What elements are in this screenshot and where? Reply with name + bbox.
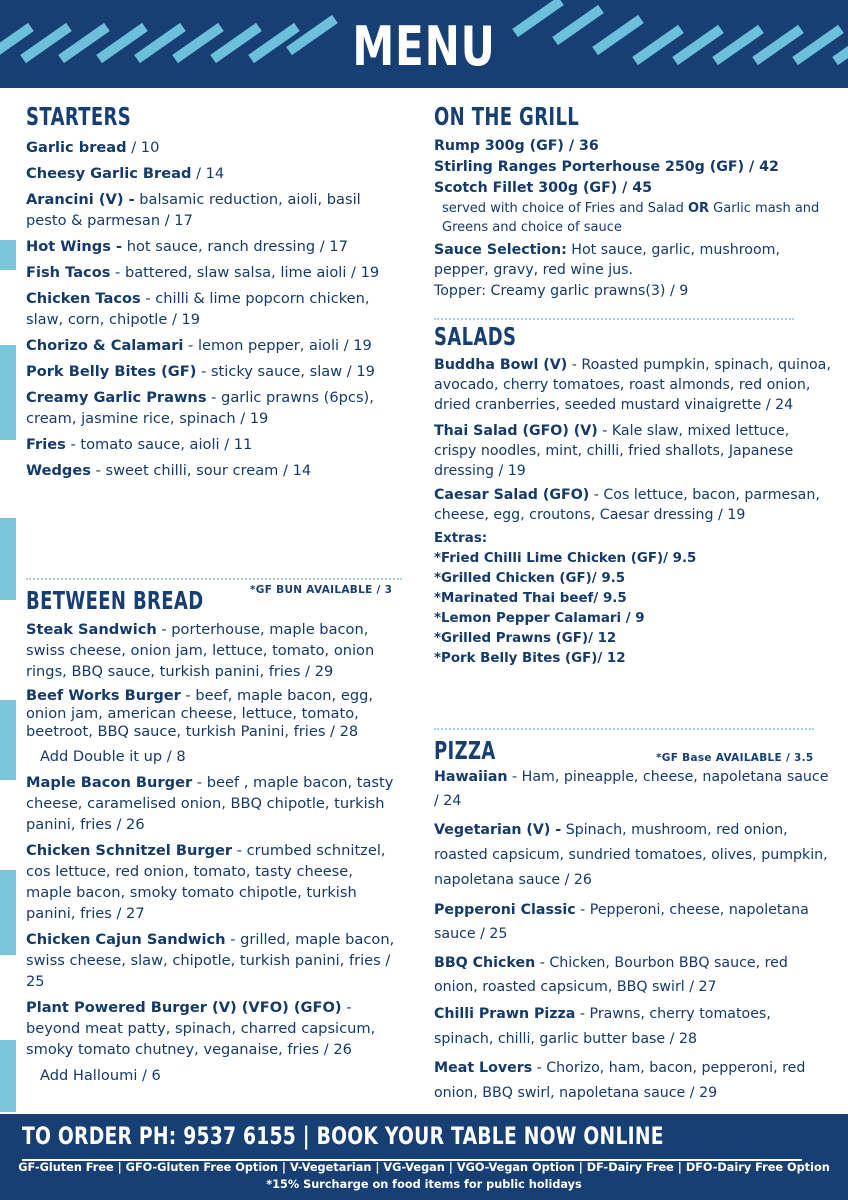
gf-base-note: *GF Base AVAILABLE / 3.5: [656, 752, 814, 764]
dietary-legend: GF-Gluten Free | GFO-Gluten Free Option | V-Vegetarian | VG-Vegan | VGO-Vegan Option | DF-Dairy Free | DFO-Dairy Free Option: [18, 1161, 830, 1174]
menu-item: [434, 898, 834, 946]
menu-item: Scotch Fillet 300g (GF) / 45: [434, 180, 653, 196]
menu-item: [26, 236, 402, 257]
item-name: BBQ Chicken: [434, 955, 536, 971]
salads-section: [434, 322, 834, 669]
section-divider: [434, 318, 794, 320]
item-name: Cheesy Garlic Bread: [26, 165, 192, 182]
item-desc: - beef, maple bacon, egg, onion jam, american cheese, lettuce, tomato, beetroot, BBQ sauce, turkish Panini, fries / 28: [26, 687, 373, 740]
item-desc: - Chicken, Bourbon BBQ sauce, red onion, roasted capsicum, BBQ swirl / 27: [434, 955, 788, 995]
item-desc: Spinach, mushroom, red onion, roasted capsicum, sundried tomatoes, olives, pumpkin, napoletana sauce / 26: [434, 822, 828, 888]
section-title-pizza: PIZZA: [434, 736, 496, 765]
order-phone-banner: TO ORDER PH: 9537 6155 | BOOK YOUR TABLE NOW ONLINE: [22, 1122, 664, 1150]
menu-item: [434, 765, 834, 813]
item-desc: - Chorizo, ham, bacon, pepperoni, red onion, BBQ swirl, napoletana sauce / 29: [434, 1060, 806, 1101]
item-name: Hot Wings -: [26, 238, 123, 255]
item-desc: - porterhouse, maple bacon, swiss cheese, onion jam, lettuce, tomato, onion rings, BBQ sauce, turkish panini, fries / 29: [26, 621, 375, 680]
item-name: Hawaiian: [434, 769, 508, 785]
item-name: Chicken Schnitzel Burger: [26, 842, 233, 859]
menu-item: [434, 1056, 834, 1106]
side-accent-tab: [0, 345, 16, 440]
item-desc: / 14: [191, 165, 225, 182]
item-name: Meat Lovers: [434, 1060, 533, 1076]
item-name: Chicken Tacos: [26, 290, 141, 307]
item-desc: hot sauce, ranch dressing / 17: [122, 238, 348, 255]
between-bread-section: [26, 586, 402, 1091]
menu-item: [26, 288, 402, 330]
menu-item: [26, 772, 402, 835]
menu-item: [26, 163, 402, 184]
extra-item: *Lemon Pepper Calamari / 9: [434, 611, 645, 626]
left-column: [26, 102, 402, 486]
sauce-selection: Sauce Selection: Hot sauce, garlic, mushroom, pepper, gravy, red wine jus.: [434, 242, 780, 278]
on-the-grill-section: [434, 102, 834, 305]
menu-item: [434, 355, 834, 415]
item-name: Chilli Prawn Pizza: [434, 1006, 576, 1022]
section-title-starters: STARTERS: [26, 102, 132, 131]
item-name: Wedges: [26, 462, 91, 479]
item-desc: - battered, slaw salsa, lime aioli / 19: [110, 264, 380, 281]
topper-option: Topper: Creamy garlic prawns(3) / 9: [434, 283, 689, 299]
item-desc: - beef , maple bacon, tasty cheese, caramelised onion, BBQ chipotle, turkish panini, fries / 26: [26, 774, 394, 833]
item-name: Chorizo & Calamari: [26, 337, 184, 354]
add-on-option: Add Double it up / 8: [40, 748, 186, 765]
side-accent-tab: [0, 870, 16, 955]
menu-item: [26, 387, 402, 429]
item-desc: - grilled, maple bacon, swiss cheese, slaw, chipotle, turkish panini, fries / 25: [26, 931, 395, 990]
item-desc: - Pepperoni, cheese, napoletana sauce / 25: [434, 902, 809, 942]
item-name: Caesar Salad (GFO): [434, 487, 590, 503]
item-name: Plant Powered Burger (V) (VFO) (GFO): [26, 999, 342, 1016]
page-title: MENU: [352, 15, 496, 78]
menu-item: [26, 687, 402, 741]
extras-label: Extras:: [434, 531, 488, 546]
menu-item: [26, 460, 402, 481]
menu-item: Rump 300g (GF) / 36: [434, 138, 599, 154]
extra-item: *Grilled Chicken (GF)/ 9.5: [434, 571, 626, 586]
item-name: Vegetarian (V) -: [434, 822, 562, 838]
item-name: Creamy Garlic Prawns: [26, 389, 207, 406]
section-divider: [434, 728, 814, 730]
menu-item: [434, 421, 834, 481]
side-accent-tab: [0, 240, 16, 270]
menu-item: [434, 951, 834, 999]
menu-item: [434, 818, 834, 893]
item-name: Fish Tacos: [26, 264, 111, 281]
item-name: Maple Bacon Burger: [26, 774, 193, 791]
extra-item: *Pork Belly Bites (GF)/ 12: [434, 651, 626, 666]
item-desc: - Roasted pumpkin, spinach, quinoa, avocado, cherry tomatoes, roast almonds, red onion, dried cranberries, seeded mustard vinaigrette / 24: [434, 357, 831, 413]
menu-item: [26, 434, 402, 455]
item-desc: - tomato sauce, aioli / 11: [65, 436, 253, 453]
menu-item: [26, 189, 402, 231]
menu-item: [434, 1002, 834, 1052]
side-accent-tab: [0, 700, 16, 780]
item-desc: - Prawns, cherry tomatoes, spinach, chilli, garlic butter base / 28: [434, 1006, 771, 1047]
menu-item: [26, 361, 402, 382]
extra-item: *Fried Chilli Lime Chicken (GF)/ 9.5: [434, 551, 697, 566]
menu-item: [26, 262, 402, 283]
menu-header: [0, 0, 848, 88]
section-title-grill: ON THE GRILL: [434, 102, 580, 131]
item-desc: - Kale slaw, mixed lettuce, crispy noodles, mint, chilli, fried shallots, Japanese dressing / 19: [434, 423, 794, 479]
item-name: Fries: [26, 436, 66, 453]
side-accent-tab: [0, 518, 16, 600]
item-desc: - crumbed schnitzel, cos lettuce, red onion, tomato, tasty cheese, maple bacon, smoky tomato chipotle, turkish panini, fries / 27: [26, 842, 386, 922]
item-desc: - sweet chilli, sour cream / 14: [90, 462, 312, 479]
menu-item: [26, 335, 402, 356]
item-desc: / 10: [126, 139, 160, 156]
extra-item: *Marinated Thai beef/ 9.5: [434, 591, 627, 606]
footer-bar: [0, 1114, 848, 1200]
item-desc: - beyond meat patty, spinach, charred capsicum, smoky tomato chutney, veganaise, fries / 26: [26, 999, 376, 1058]
item-desc: - Cos lettuce, bacon, parmesan, cheese, egg, croutons, Caesar dressing / 19: [434, 487, 820, 523]
item-desc: - chilli & lime popcorn chicken, slaw, corn, chipotle / 19: [26, 290, 370, 328]
item-name: Pork Belly Bites (GF): [26, 363, 197, 380]
menu-item: [434, 485, 834, 525]
item-name: Beef Works Burger: [26, 687, 181, 704]
menu-item: Stirling Ranges Porterhouse 250g (GF) / 42: [434, 159, 779, 175]
section-title-between-bread: BETWEEN BREAD: [26, 586, 204, 615]
menu-item: [26, 929, 402, 992]
item-name: Steak Sandwich: [26, 621, 157, 638]
item-desc: - garlic prawns (6pcs), cream, jasmine rice, spinach / 19: [26, 389, 374, 427]
item-name: Garlic bread: [26, 139, 127, 156]
item-desc: balsamic reduction, aioli, basil pesto & parmesan / 17: [26, 191, 361, 229]
item-desc: - sticky sauce, slaw / 19: [196, 363, 375, 380]
menu-item: [26, 840, 402, 924]
side-accent-tab: [0, 1040, 16, 1112]
surcharge-note: *15% Surcharge on food items for public holidays: [266, 1178, 582, 1191]
add-on-option: Add Halloumi / 6: [40, 1067, 161, 1084]
item-name: Chicken Cajun Sandwich: [26, 931, 226, 948]
gf-bun-note: *GF BUN AVAILABLE / 3: [250, 584, 393, 596]
item-name: Arancini (V) -: [26, 191, 135, 208]
section-divider: [26, 578, 402, 580]
extra-item: *Grilled Prawns (GF)/ 12: [434, 631, 617, 646]
item-name: Thai Salad (GFO) (V): [434, 423, 598, 439]
menu-item: [26, 997, 402, 1060]
menu-item: [26, 619, 402, 682]
section-title-salads: SALADS: [434, 322, 517, 351]
pizza-section: [434, 736, 834, 1110]
item-name: Pepperoni Classic: [434, 902, 576, 918]
item-desc: - lemon pepper, aioli / 19: [183, 337, 372, 354]
item-name: Buddha Bowl (V): [434, 357, 568, 373]
menu-item: [26, 137, 402, 158]
starters-list: [26, 137, 402, 481]
served-with-note: served with choice of Fries and Salad OR Garlic mash and Greens and choice of sauce: [442, 201, 820, 235]
item-desc: - Ham, pineapple, cheese, napoletana sauce / 24: [434, 769, 829, 809]
